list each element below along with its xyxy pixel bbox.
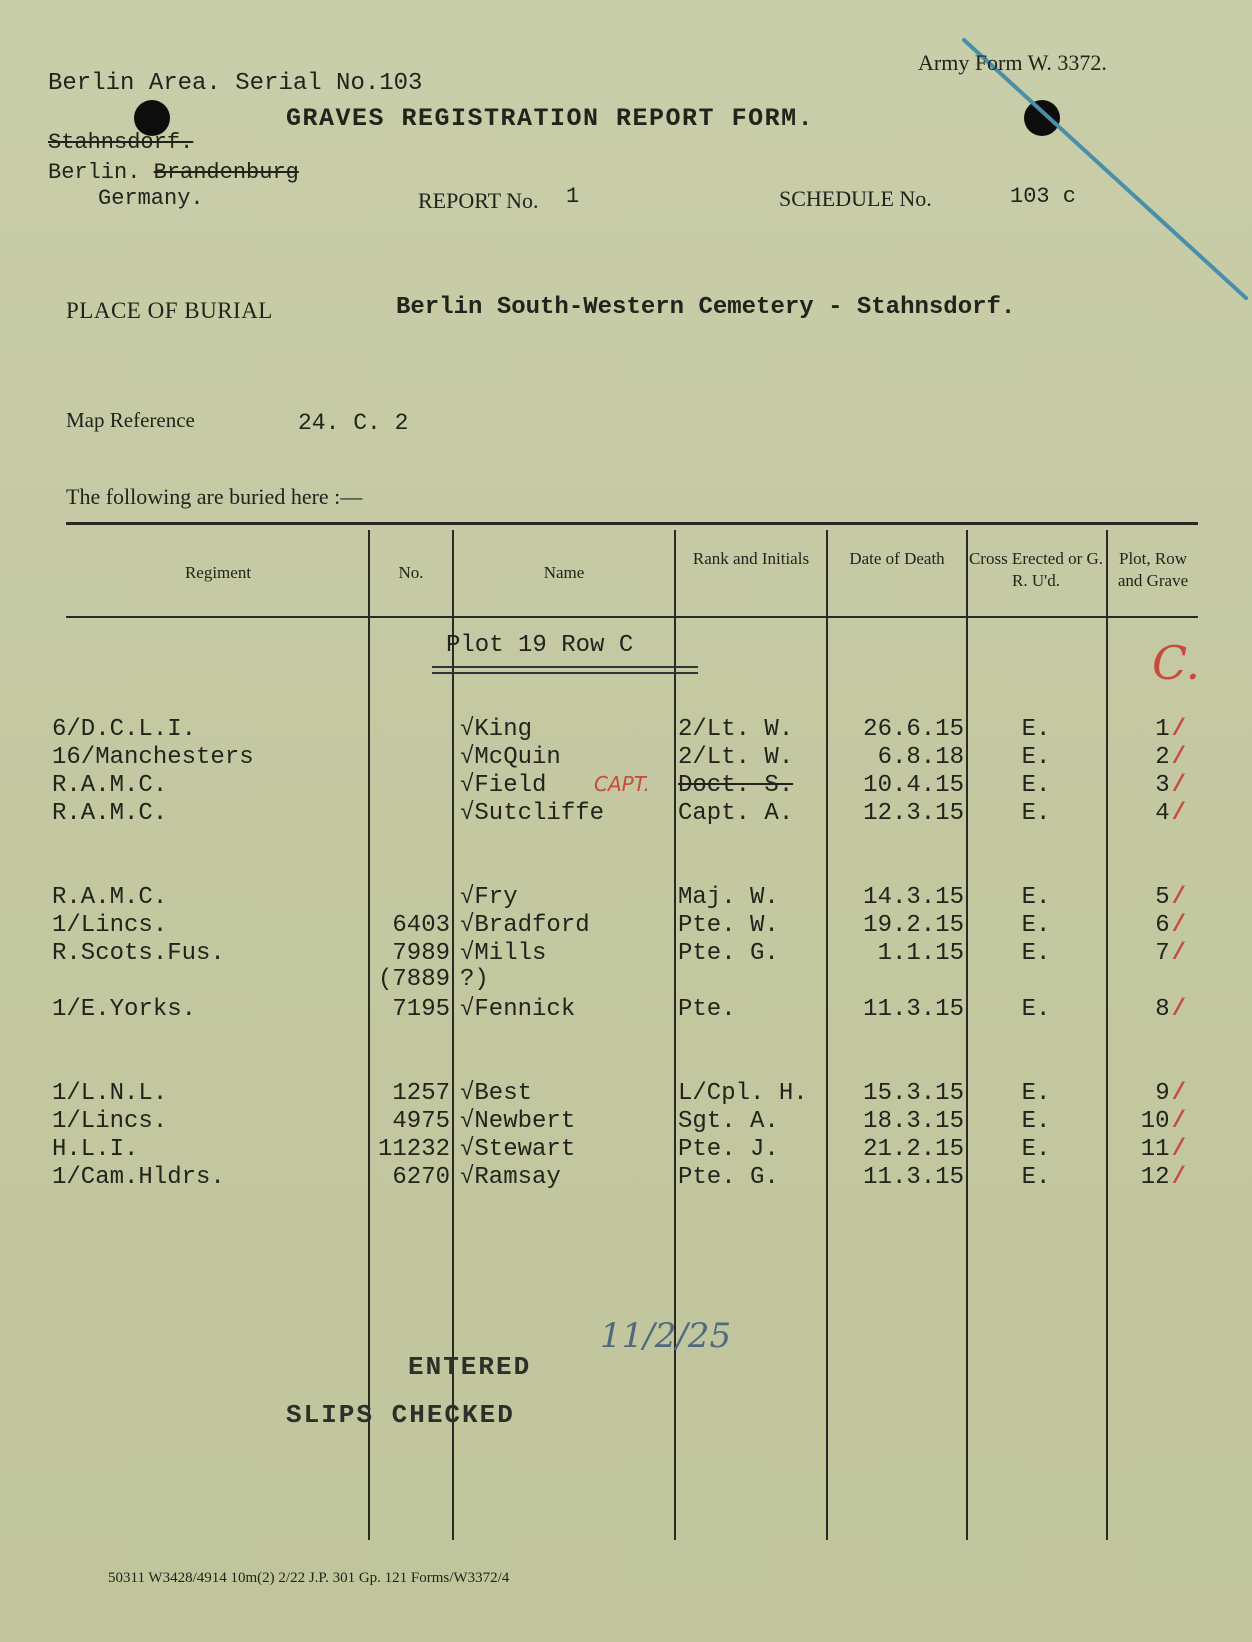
cell-name: ?) <box>460 966 489 993</box>
schedule-number: 103 c <box>1010 184 1077 209</box>
blue-crayon-mark <box>960 36 1252 306</box>
cell-rank: L/Cpl. H. <box>678 1080 808 1107</box>
red-tick-icon: / <box>1171 1136 1186 1163</box>
cell-no: (7889 <box>377 966 450 993</box>
cell-name: √Bradford <box>460 912 590 939</box>
header-rank: Rank and Initials <box>692 549 810 568</box>
cell-no: 1257 <box>392 1080 450 1107</box>
pencil-date: 11/2/25 <box>600 1316 732 1356</box>
cell-no: 6270 <box>392 1164 450 1191</box>
col-divider-1 <box>368 530 370 1540</box>
cell-grave: 3/ <box>1155 772 1186 799</box>
cell-regiment: 1/L.N.L. <box>52 1080 168 1107</box>
cell-grave: 9/ <box>1155 1080 1186 1107</box>
map-reference-value: 24. C. 2 <box>298 410 409 436</box>
address-line-2 <box>48 160 299 185</box>
cell-date: 12.3.15 <box>863 800 964 827</box>
cell-name: √Stewart <box>460 1136 576 1163</box>
cell-no: 7989 <box>392 940 450 967</box>
cell-grave: 6/ <box>1155 912 1186 939</box>
cell-rank: Pte. J. <box>678 1136 779 1163</box>
header-no: No. <box>398 563 424 582</box>
cell-name: √Mills <box>460 940 547 967</box>
red-tick-icon: / <box>1171 996 1186 1023</box>
col-divider-6 <box>1106 530 1108 1540</box>
cell-cross: E. <box>1021 716 1051 743</box>
cell-rank <box>678 772 828 800</box>
header-plot: Plot, Row and Grave <box>1117 549 1189 590</box>
cell-regiment: 6/D.C.L.I. <box>52 716 197 743</box>
report-number: 1 <box>566 184 580 209</box>
intro-text: The following are buried here :— <box>66 484 363 509</box>
cell-date: 11.3.15 <box>863 1164 964 1191</box>
cell-date: 10.4.15 <box>863 772 964 799</box>
cell-rank: Pte. W. <box>678 912 779 939</box>
cell-cross: E. <box>1021 1136 1051 1163</box>
cell-rank: Maj. W. <box>678 884 779 911</box>
address-country: Germany. <box>98 186 204 211</box>
cell-date: 14.3.15 <box>863 884 964 911</box>
col-divider-2 <box>452 530 454 1540</box>
entered-stamp: ENTERED <box>408 1352 532 1382</box>
cell-name: √Newbert <box>460 1108 576 1135</box>
cell-grave: 1/ <box>1155 716 1186 743</box>
cell-date: 19.2.15 <box>863 912 964 939</box>
header-name: Name <box>543 563 585 582</box>
cell-no: 4975 <box>392 1108 450 1135</box>
report-label: REPORT No. <box>418 188 539 213</box>
burial-place-label: PLACE OF BURIAL <box>66 298 273 323</box>
print-footer: 50311 W3428/4914 10m(2) 2/22 J.P. 301 Gp. 121 Forms/W3372/4 <box>108 1570 510 1586</box>
table-top-rule <box>66 522 1198 525</box>
red-tick-icon: / <box>1171 744 1186 771</box>
cell-cross: E. <box>1021 940 1051 967</box>
cell-name: √King <box>460 716 533 743</box>
red-tick-icon: / <box>1171 884 1186 911</box>
cell-rank: Pte. <box>678 996 736 1023</box>
cell-regiment: 1/Cam.Hldrs. <box>52 1164 225 1191</box>
cell-cross: E. <box>1021 1164 1051 1191</box>
header-cross: Cross Erected or G. R. U'd. <box>968 549 1104 590</box>
red-tick-icon: / <box>1171 1164 1186 1191</box>
cell-name: √Sutcliffe <box>460 800 605 827</box>
cell-name: √Best <box>460 1080 533 1107</box>
cell-cross: E. <box>1021 1080 1051 1107</box>
schedule-label: SCHEDULE No. <box>779 186 932 211</box>
cell-cross: E. <box>1021 884 1051 911</box>
cell-regiment: 16/Manchesters <box>52 744 254 771</box>
cell-name: √Fry <box>460 884 518 911</box>
cell-cross: E. <box>1021 800 1051 827</box>
cell-name: √Fennick <box>460 996 576 1023</box>
cell-date: 15.3.15 <box>863 1080 964 1107</box>
cell-regiment: 1/Lincs. <box>52 1108 168 1135</box>
cell-date: 1.1.15 <box>877 940 964 967</box>
cell-rank: 2/Lt. W. <box>678 716 794 743</box>
cell-regiment: R.A.M.C. <box>52 884 168 911</box>
struck-rank: Doct. S. <box>678 772 794 799</box>
serial-number: Berlin Area. Serial No.103 <box>48 70 423 97</box>
red-tick-icon: / <box>1171 800 1186 827</box>
plot-row-annotation: C. <box>1152 636 1201 690</box>
map-reference-label: Map Reference <box>66 408 195 432</box>
col-divider-3 <box>674 530 676 1540</box>
address-state-struck: Brandenburg <box>153 160 299 185</box>
cell-date: 11.3.15 <box>863 996 964 1023</box>
cell-cross: E. <box>1021 996 1051 1023</box>
header-date: Date of Death <box>849 549 945 568</box>
cell-date: 21.2.15 <box>863 1136 964 1163</box>
col-divider-4 <box>826 530 828 1540</box>
cell-rank: Pte. G. <box>678 940 779 967</box>
cell-regiment: H.L.I. <box>52 1136 139 1163</box>
table-header-rule <box>66 616 1198 618</box>
cell-date: 26.6.15 <box>863 716 964 743</box>
capt-correction: CAPT. <box>594 772 650 796</box>
cell-name: √Field <box>460 772 547 799</box>
cell-grave: 12/ <box>1140 1164 1186 1191</box>
cell-date: 18.3.15 <box>863 1108 964 1135</box>
red-tick-icon: / <box>1171 772 1186 799</box>
cell-rank: 2/Lt. W. <box>678 744 794 771</box>
cell-cross: E. <box>1021 912 1051 939</box>
red-tick-icon: / <box>1171 1108 1186 1135</box>
cell-grave: 11/ <box>1140 1136 1186 1163</box>
cell-cross: E. <box>1021 1108 1051 1135</box>
cell-cross: E. <box>1021 744 1051 771</box>
cell-regiment: R.A.M.C. <box>52 772 168 799</box>
cell-grave: 8/ <box>1155 996 1186 1023</box>
slips-checked-stamp: SLIPS CHECKED <box>286 1400 515 1430</box>
cell-cross: E. <box>1021 772 1051 799</box>
cell-no: 7195 <box>392 996 450 1023</box>
cell-no: 11232 <box>377 1136 450 1163</box>
cell-name: √Ramsay <box>460 1164 561 1191</box>
burial-place-value: Berlin South-Western Cemetery - Stahnsdorf. <box>396 294 1016 321</box>
red-tick-icon: / <box>1171 912 1186 939</box>
cell-regiment: 1/E.Yorks. <box>52 996 197 1023</box>
cell-rank: Sgt. A. <box>678 1108 779 1135</box>
cell-regiment: R.A.M.C. <box>52 800 168 827</box>
cell-rank: Capt. A. <box>678 800 794 827</box>
red-tick-icon: / <box>1171 716 1186 743</box>
header-regiment: Regiment <box>184 563 252 582</box>
cell-grave: 4/ <box>1155 800 1186 827</box>
cell-grave: 7/ <box>1155 940 1186 967</box>
address-struck: Stahnsdorf. <box>48 130 194 155</box>
army-form-number: Army Form W. 3372. <box>918 50 1107 75</box>
cell-no: 6403 <box>392 912 450 939</box>
cell-rank: Pte. G. <box>678 1164 779 1191</box>
section-title: Plot 19 Row C <box>446 632 634 659</box>
cell-regiment: 1/Lincs. <box>52 912 168 939</box>
red-tick-icon: / <box>1171 1080 1186 1107</box>
section-double-underline <box>432 666 698 674</box>
cell-grave: 5/ <box>1155 884 1186 911</box>
cell-name: √McQuin <box>460 744 561 771</box>
red-tick-icon: / <box>1171 940 1186 967</box>
col-divider-5 <box>966 530 968 1540</box>
cell-grave: 10/ <box>1140 1108 1186 1135</box>
cell-regiment: R.Scots.Fus. <box>52 940 225 967</box>
form-title: GRAVES REGISTRATION REPORT FORM. <box>286 104 815 133</box>
cell-grave: 2/ <box>1155 744 1186 771</box>
address-city: Berlin. <box>48 160 154 185</box>
cell-date: 6.8.18 <box>877 744 964 771</box>
